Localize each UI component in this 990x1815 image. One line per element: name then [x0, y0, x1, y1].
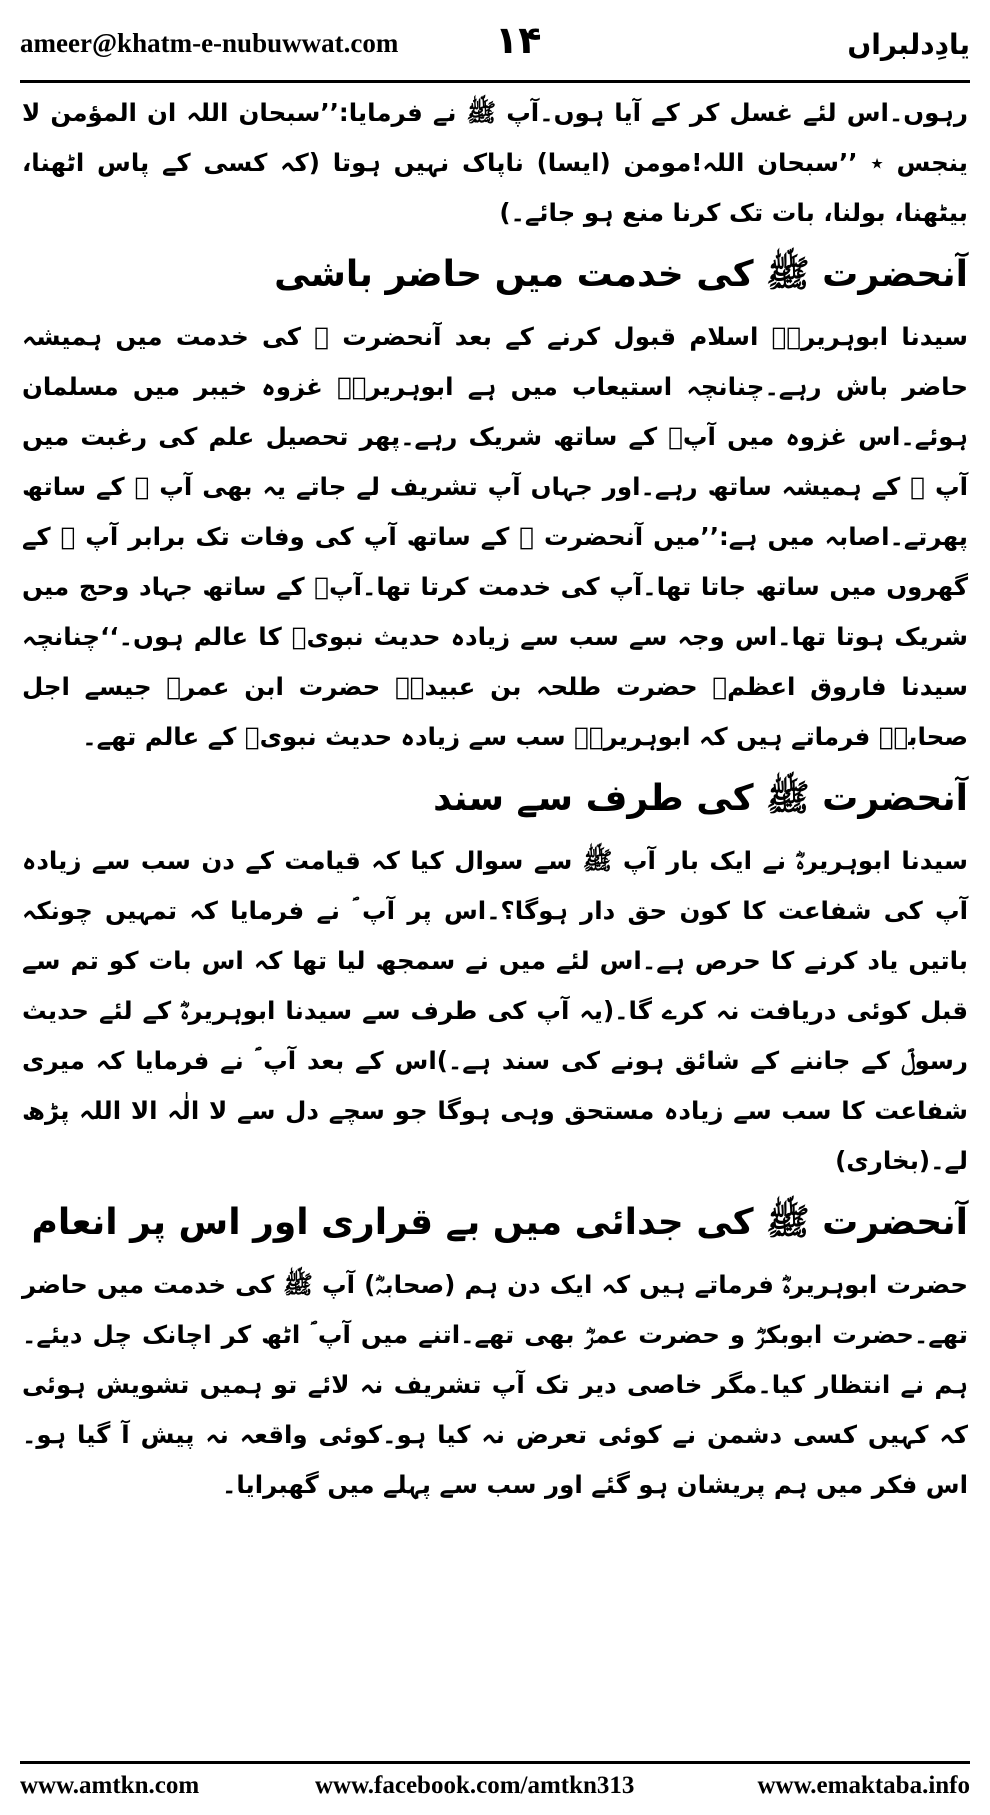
section-heading-separation: آنحضرت ﷺ کی جدائی میں بے قراری اور اس پر انعام — [31, 1202, 968, 1243]
book-title: یادِدلبراں — [847, 28, 970, 61]
footer-link-amtkn[interactable]: www.amtkn.com — [20, 1772, 200, 1799]
section-heading-certificate: آنحضرت ﷺ کی طرف سے سند — [433, 778, 968, 819]
paragraph-intro: رہوں۔اس لئے غسل کر کے آیا ہوں۔آپ ﷺ نے فرمایا:’’سبحان اللہ ان المؤمن لا ینجس ٭ ’’سبحان اللہ!مومن (ایسا) ناپاک نہیں ہوتا (کہ کسی کے پاس اٹھنا، بیٹھنا، بولنا، بات تک کرنا منع ہو جائے۔) — [22, 98, 968, 227]
header-email: ameer@khatm-e-nubuwwat.com — [20, 28, 399, 58]
page-header — [20, 18, 970, 78]
page-content — [22, 88, 968, 1755]
footer-link-facebook[interactable]: www.facebook.com/amtkn313 — [315, 1772, 635, 1799]
section-heading-service: آنحضرت ﷺ کی خدمت میں حاضر باشی — [274, 254, 968, 295]
paragraph-service: سیدنا ابوہریرہؓ اسلام قبول کرنے کے بعد آنحضرت ﷺ کی خدمت میں ہمیشہ حاضر باش رہے۔چنانچہ استیعاب میں ہے ابوہریرہؓ غزوہ خیبر میں مسلمان ہوئے۔اس غزوہ میں آپؓ کے ساتھ شریک رہے۔پھر تحصیل علم کی رغبت میں آپ ﷺ کے ہمیشہ ساتھ رہے۔اور جہاں آپ تشریف لے جاتے یہ بھی آپ ؐ کے ساتھ پھرتے۔اصابہ میں ہے:’’میں آنحضرت ﷺ کے ساتھ آپ کی وفات تک برابر آپ ؐ کے گھروں میں ساتھ جاتا تھا۔آپ کی خدمت کرتا تھا۔آپؐ کے ساتھ جہاد وحج میں شریک ہوتا تھا۔اس وجہ سے سب سے زیادہ حدیث نبویؐ کا عالم ہوں۔‘‘چنانچہ سیدنا فاروق اعظمؓ حضرت طلحہ بن عبیدہؓ حضرت ابن عمرؓ جیسے اجل صحابہؓ فرماتے ہیں کہ ابوہریرہؓ سب سے زیادہ حدیث نبویؐ کے عالم تھے۔ — [22, 322, 968, 751]
header-rule — [20, 80, 970, 83]
footer-link-emaktaba[interactable]: www.emaktaba.info — [757, 1772, 970, 1799]
paragraph-certificate: سیدنا ابوہریرہؓ نے ایک بار آپ ﷺ سے سوال کیا کہ قیامت کے دن سب سے زیادہ آپ کی شفاعت کا کون حق دار ہوگا؟۔اس پر آپ ؐ نے فرمایا کہ تمہیں چونکہ باتیں یاد کرنے کا حرص ہے۔اس لئے میں نے سمجھ لیا تھا کہ اس بات کو تم سے قبل کوئی دریافت نہ کرے گا۔(یہ آپ کی طرف سے سیدنا ابوہریرہؓ کے لئے حدیث رسولؐ کے جاننے کے شائق ہونے کی سند ہے۔)اس کے بعد آپ ؐ نے فرمایا کہ میری شفاعت کا سب سے زیادہ مستحق وہی ہوگا جو سچے دل سے لا الٰہ الا اللہ پڑھ لے۔(بخاری) — [22, 846, 968, 1175]
footer-rule — [20, 1761, 970, 1764]
page-footer — [20, 1768, 970, 1808]
page-number: ۱۴ — [495, 18, 542, 62]
paragraph-separation: حضرت ابوہریرہؓ فرماتے ہیں کہ ایک دن ہم (صحابہؓ) آپ ﷺ کی خدمت میں حاضر تھے۔حضرت ابوبکرؓ و حضرت عمرؓ بھی تھے۔اتنے میں آپ ؐ اٹھ کر اچانک چل دیئے۔ہم نے انتظار کیا۔مگر خاصی دیر تک آپ تشریف نہ لائے تو ہمیں تشویش ہوئی کہ کہیں کسی دشمن نے کوئی تعرض نہ کیا ہو۔کوئی واقعہ نہ پیش آ گیا ہو۔اس فکر میں ہم پریشان ہو گئے اور سب سے پہلے میں گھبرایا۔ — [22, 1270, 968, 1499]
